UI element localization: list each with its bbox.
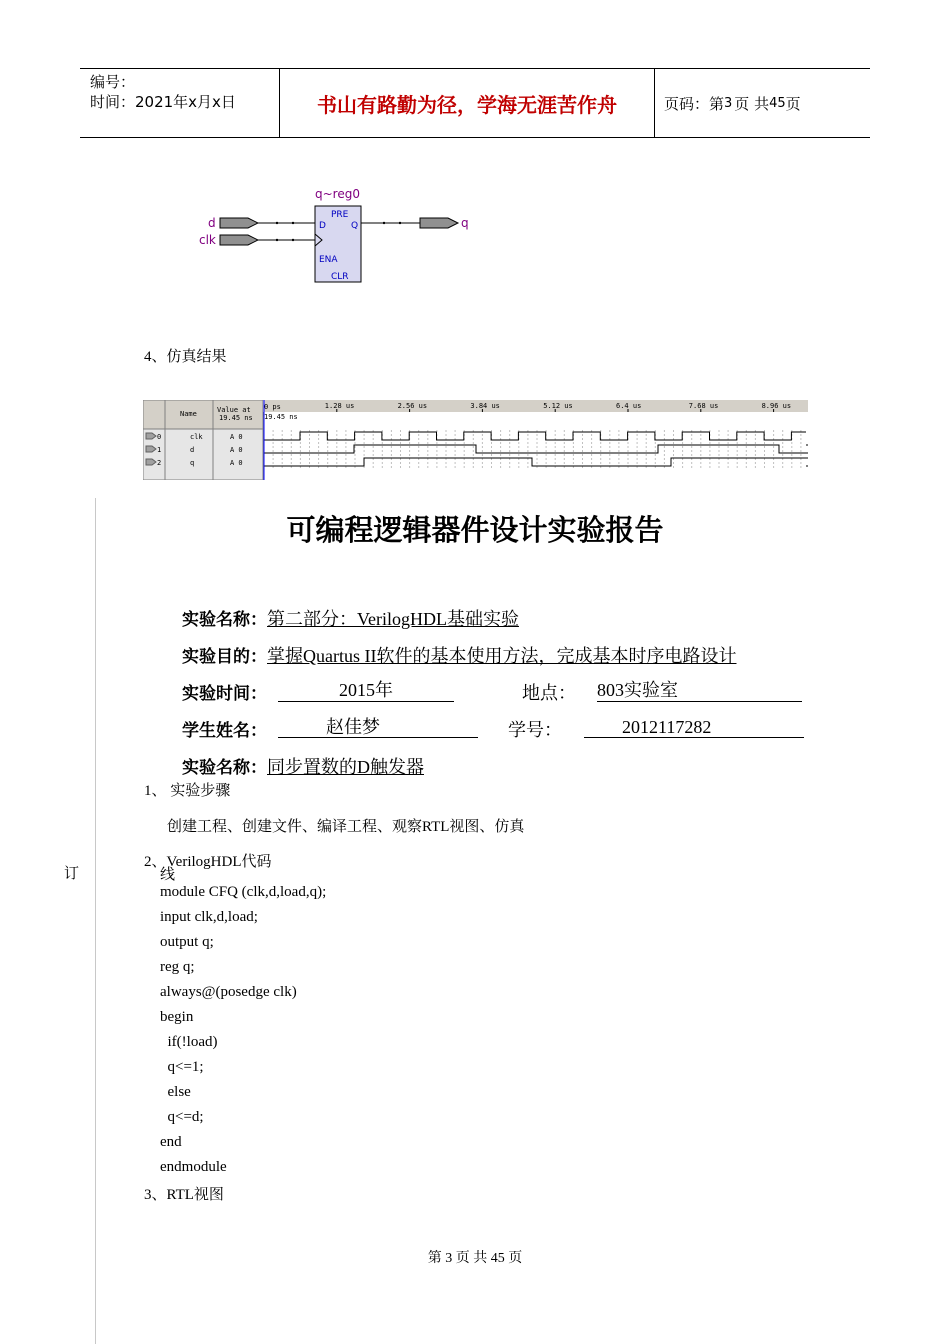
rtl-schematic	[190, 182, 480, 292]
doc-time-label: 时间：2021年x月x日	[90, 93, 236, 111]
header-page-suffix: 页	[785, 94, 801, 113]
code-line: q<=d;	[160, 1109, 204, 1125]
input-d-label: d	[208, 216, 216, 230]
code-line: output q;	[160, 934, 214, 950]
student-id-label: 学号：	[508, 720, 562, 740]
location-value: 803实验室	[597, 679, 802, 702]
binding-line	[95, 498, 96, 1344]
col-name-header: Name	[180, 410, 197, 418]
footer-suffix: 页	[508, 1251, 523, 1266]
page-header	[80, 68, 870, 138]
exp-name2-value: 同步置数的D触发器	[267, 757, 424, 777]
exp-time-label: 实验时间：	[182, 684, 267, 704]
header-page-mid: 页 共	[734, 94, 770, 113]
footer-total: 45	[490, 1251, 505, 1266]
student-id-value: 2012117282	[584, 716, 804, 738]
field-exp-time	[182, 679, 267, 704]
pin-clr-label: CLR	[331, 272, 349, 282]
header-page-prefix: 页码：第	[664, 94, 725, 113]
signal-index: 1	[157, 446, 162, 454]
time-tick-label: 7.68 us	[688, 402, 719, 410]
code-line: if(!load)	[160, 1034, 218, 1050]
code-line: else	[160, 1084, 191, 1100]
output-port-q-icon	[420, 218, 458, 228]
signal-index: 2	[157, 459, 162, 467]
exp-name-label: 实验名称：	[182, 610, 267, 630]
time-tick-label: 8.96 us	[761, 402, 792, 410]
time-tick-label: 5.12 us	[543, 402, 573, 410]
col-value-header-2: 19.45 ns	[219, 414, 253, 422]
field-exp-name-2	[182, 753, 424, 779]
input-clk-label: clk	[199, 233, 216, 247]
code-line: always@(posedge clk)	[160, 984, 297, 1000]
pin-ena-label: ENA	[319, 255, 338, 265]
report-title: 可编程逻辑器件设计实验报告	[286, 513, 664, 547]
signal-value: A 0	[230, 459, 243, 467]
code-heading: 2、VerilogHDL代码	[144, 854, 272, 870]
sim-result-heading: 4、仿真结果	[144, 349, 227, 365]
student-name-value: 赵佳梦	[278, 716, 478, 738]
code-line: q<=1;	[160, 1059, 204, 1075]
code-block	[160, 880, 326, 1180]
field-exp-goal	[182, 642, 736, 668]
exp-goal-value: 掌握Quartus II软件的基本使用方法，完成基本时序电路设计	[267, 646, 737, 666]
rtl-heading: 3、RTL视图	[144, 1187, 224, 1203]
footer-current: 3	[445, 1251, 453, 1266]
col-value-header-1: Value at	[217, 406, 251, 414]
pin-d-label: D	[319, 221, 326, 231]
code-line: module CFQ (clk,d,load,q);	[160, 884, 327, 900]
steps-heading: 1、 实验步骤	[144, 783, 231, 799]
binding-mark-xian: 线	[160, 867, 176, 883]
register-name: q~reg0	[315, 187, 360, 201]
steps-text: 创建工程、创建文件、编译工程、观察RTL视图、仿真	[167, 819, 525, 835]
code-line: input clk,d,load;	[160, 909, 258, 925]
cursor-time-label: 19.45 ns	[264, 413, 298, 421]
pin-q-label: Q	[351, 221, 359, 231]
input-port-clk-icon	[220, 235, 258, 245]
time-tick-label: 3.84 us	[470, 402, 500, 410]
header-info-cell	[80, 69, 280, 137]
exp-goal-label: 实验目的：	[182, 647, 267, 667]
time-tick-label: 1.28 us	[324, 402, 355, 410]
field-exp-name	[182, 605, 519, 631]
signal-value: A 0	[230, 433, 243, 441]
header-page-total: 45	[769, 95, 786, 111]
exp-name2-label: 实验名称：	[182, 758, 267, 778]
code-line: begin	[160, 1009, 194, 1025]
pin-pre-label: PRE	[331, 210, 349, 220]
footer-prefix: 第	[427, 1251, 442, 1266]
code-line: reg q;	[160, 959, 195, 975]
code-line: end	[160, 1134, 182, 1150]
header-page-info	[654, 69, 870, 137]
time-tick-label: 6.4 us	[616, 402, 642, 410]
waveform-viewer	[143, 400, 808, 480]
code-line: endmodule	[160, 1159, 227, 1175]
page-footer	[0, 1247, 950, 1267]
time-origin-label: 0 ps	[264, 403, 281, 411]
signal-value: A 0	[230, 446, 243, 454]
binding-mark-ding: 订	[64, 866, 80, 882]
signal-name: q	[190, 459, 195, 467]
header-motto: 书山有路勤为径，学海无涯苦作舟	[280, 69, 655, 137]
signal-index: 0	[157, 433, 162, 441]
exp-name-value: 第二部分：VerilogHDL基础实验	[267, 609, 519, 629]
signal-name: d	[190, 446, 195, 454]
footer-mid: 页 共	[455, 1251, 488, 1266]
student-name-label: 学生姓名：	[182, 721, 267, 741]
output-q-label: q	[461, 216, 469, 230]
doc-number-label: 编号：	[90, 73, 136, 91]
exp-time-value: 2015年	[278, 679, 454, 702]
field-student	[182, 716, 267, 741]
location-label: 地点：	[522, 683, 576, 703]
input-port-d-icon	[220, 218, 258, 228]
header-page-current: 3	[724, 95, 733, 111]
time-tick-label: 2.56 us	[397, 402, 428, 410]
signal-name: clk	[190, 433, 203, 441]
